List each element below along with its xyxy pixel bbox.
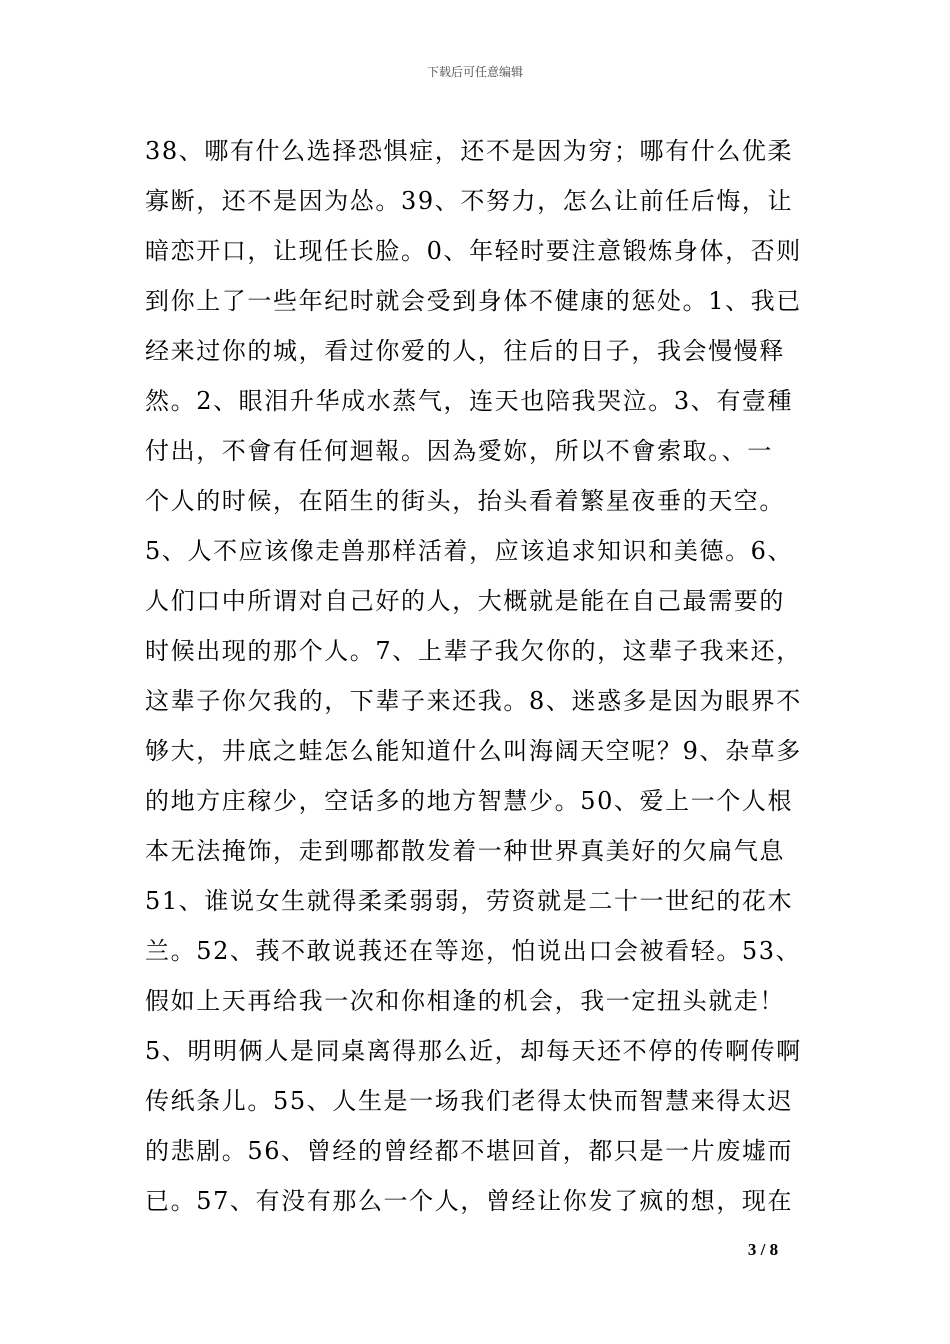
page-header: 下载后可任意编辑 (426, 65, 523, 79)
text-line: 然。2、眼泪升华成水蒸气，连天也陪我哭泣。3、有壹種 (145, 387, 794, 415)
text-line: 付出，不會有任何迴報。因為愛妳，所以不會索取。、一 (145, 437, 773, 465)
page-number: 3 / 8 (747, 1240, 779, 1259)
text-line: 的地方庄稼少，空话多的地方智慧少。50、爱上一个人根 (145, 787, 794, 815)
text-line: 够大，井底之蛙怎么能知道什么叫海阔天空呢？9、杂草多 (145, 737, 802, 765)
text-line: 到你上了一些年纪时就会受到身体不健康的惩处。1、我已 (145, 287, 802, 315)
document-body (145, 126, 845, 1226)
text-line: 的悲剧。56、曾经的曾经都不堪回首，都只是一片废墟而 (145, 1137, 794, 1165)
text-line: 时候出现的那个人。7、上辈子我欠你的，这辈子我来还， (145, 637, 802, 665)
text-line: 暗恋开口，让现任长脸。0、年轻时要注意锻炼身体，否则 (145, 237, 802, 265)
text-line: 人们口中所谓对自己好的人，大概就是能在自己最需要的 (145, 587, 785, 615)
text-line: 这辈子你欠我的，下辈子来还我。8、迷惑多是因为眼界不 (145, 687, 802, 715)
text-line: 假如上天再给我一次和你相逢的机会，我一定扭头就走！ (145, 987, 785, 1015)
text-line: 个人的时候，在陌生的街头，抬头看着繁星夜垂的天空。 (145, 487, 785, 515)
text-line: 经来过你的城，看过你爱的人，往后的日子，我会慢慢释 (145, 337, 785, 365)
text-line: 5、明明俩人是同桌离得那么近，却每天还不停的传啊传啊 (145, 1037, 802, 1065)
text-line: 兰。52、莪不敢说莪还在等迩，怕说出口会被看轻。53、 (145, 937, 802, 965)
text-line: 38、哪有什么选择恐惧症，还不是因为穷；哪有什么优柔 (145, 137, 794, 165)
text-line: 传纸条儿。55、人生是一场我们老得太快而智慧来得太迟 (145, 1087, 794, 1115)
text-line: 已。57、有没有那么一个人，曾经让你发了疯的想，现在 (145, 1187, 794, 1215)
text-line: 5、人不应该像走兽那样活着，应该追求知识和美德。6、 (145, 537, 794, 565)
text-line: 51、谁说女生就得柔柔弱弱，劳资就是二十一世纪的花木 (145, 887, 794, 915)
text-line: 本无法掩饰，走到哪都散发着一种世界真美好的欠扁气息 (145, 837, 785, 865)
text-line: 寡断，还不是因为怂。39、不努力，怎么让前任后悔，让 (145, 187, 794, 215)
